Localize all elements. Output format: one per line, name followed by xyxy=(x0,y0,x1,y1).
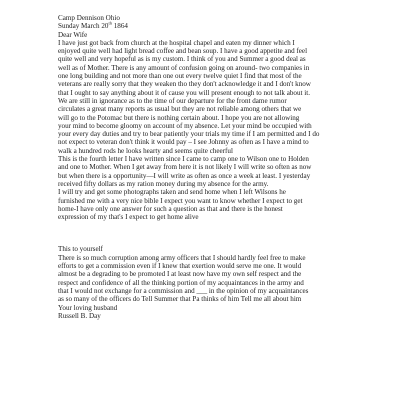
body-line: quite well and very hopeful as is my custom. I think of you and Summer a good deal as xyxy=(58,55,306,64)
body-line: enjoyed quite well had light bread coffee and bean soup. I have a good appetite and feel xyxy=(58,47,308,56)
letter-transcription xyxy=(58,14,392,320)
postscript-line: that I would not exchange for a commission and ___ in the opinion of my acquaintances xyxy=(58,286,309,295)
letter-signature: Russell B. Day xyxy=(58,311,101,320)
body-line: that I ought to say anything about it of cause you will present enough to not talk about it. xyxy=(58,88,310,97)
body-line: circulates a great many reports as usual but they are not reliable among others that we xyxy=(58,105,302,114)
letter-date-main: Sunday March 20 xyxy=(58,22,109,31)
body-line: well as of Mother. There is any amount of confusion going on around- two companies in xyxy=(58,63,310,72)
body-line: We are still in ignorance as to the time of our departure for the front dame rumor xyxy=(58,96,287,105)
postscript-body xyxy=(58,254,392,304)
body-line: but when there is a opportunity—I will write as often as once a week at least. I yesterday xyxy=(58,171,311,180)
postscript-line: efforts to get a commission even if I knew that exertion would serve me one. It would xyxy=(58,262,302,271)
postscript-line: respect and confidence of all the thinking portion of my acquaintances in the army and xyxy=(58,278,304,287)
postscript-line: There is so much corruption among army officers that I should hardly feel free to make xyxy=(58,253,306,262)
postscript-heading: This to yourself xyxy=(58,245,103,254)
body-line: I will try and get some photographs taken and send home when I left Wilsons he xyxy=(58,188,286,197)
body-line: home-I have only one answer for such a question as that and there is the honest xyxy=(58,204,283,213)
body-line: veterans are really sorry that they weaken tho they don't acknowledge it and I don't know xyxy=(58,80,311,89)
letter-date-year: 1864 xyxy=(111,22,128,31)
body-line: furnished me with a very nice bible I expect you want to know whether I expect to get xyxy=(58,196,303,205)
body-line: This is the fourth letter I have written since I came to camp one to Wilson one to Holden xyxy=(58,155,309,164)
body-line: walk a hundred rods he looks hearty and seems quite cheerful xyxy=(58,146,233,155)
letter-place: Camp Dennison Ohio xyxy=(58,14,120,22)
letter-salutation: Dear Wife xyxy=(58,30,88,39)
body-line: your mind to become gloomy on account of my absence. Let your mind be occupied with xyxy=(58,121,312,130)
body-line: expression of my that's I expect to get home alive xyxy=(58,213,199,222)
body-line: received fifty dollars as my ration money during my absence for the army. xyxy=(58,179,269,188)
body-line: and one to Mother. When I get away from here it is not likely I will write so often as now xyxy=(58,163,312,172)
body-line: I have just got back from church at the hospital chapel and eaten my dinner which I xyxy=(58,38,295,47)
letter-body xyxy=(58,39,392,222)
paragraph-gap xyxy=(58,221,392,245)
postscript-line: as so many of the officers do Tell Summer that Pa thinks of him Tell me all about him xyxy=(58,295,302,304)
body-line: your every day duties and try to bear patiently your trials my time if I am permitted and I do xyxy=(58,130,320,139)
postscript-line: almost be a degrading to be promoted I at least now have my own self respect and the xyxy=(58,270,302,279)
letter-closing: Your loving husband xyxy=(58,303,118,312)
body-line: one long building and not more than one out every twelve quiet I find that most of the xyxy=(58,72,302,81)
letter-date-suffix: th xyxy=(108,20,112,26)
body-line: not expect to veteran don't think it would pay – I see Johnny as often as I have a mind to xyxy=(58,138,309,147)
body-line: will go to the Potomac but there is nothing certain about. I hope you are not allowing xyxy=(58,113,300,122)
letter-date xyxy=(58,22,392,30)
